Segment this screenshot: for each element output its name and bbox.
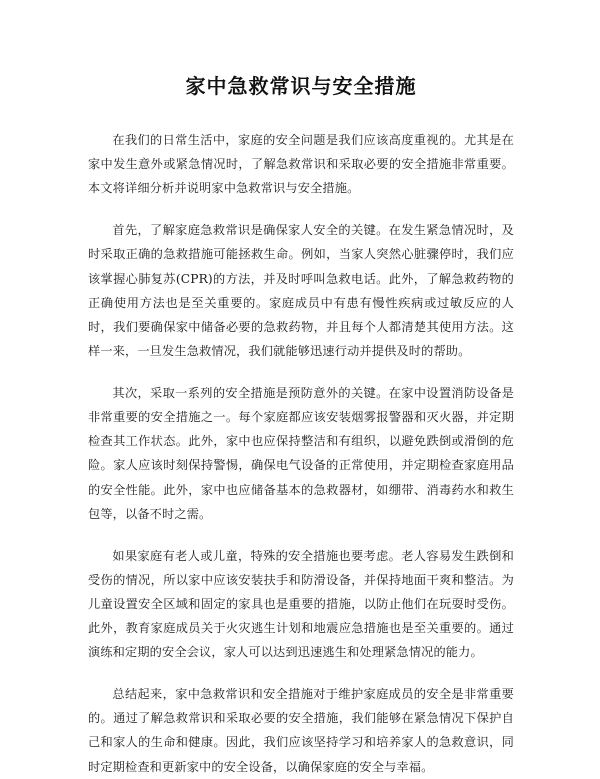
document-body	[88, 128, 514, 779]
paragraph-conclusion: 总结起来，家中急救常识和安全措施对于维护家庭成员的安全是非常重要的。通过了解急救常识和采取必要的安全措施，我们能够在紧急情况下保护自己和家人的生命和健康。因此，我们应该坚持学习和培养家人的急救意识，同时定期检查和更新家中的安全设备，以确保家庭的安全与幸福。	[88, 687, 514, 774]
paragraph-safety-measures: 其次，采取一系列的安全措施是预防意外的关键。在家中设置消防设备是非常重要的安全措施之一。每个家庭都应该安装烟雾报警器和灭火器，并定期检查其工作状态。此外，家中也应保持整洁和有组织，以避免跌倒或滑倒的危险。家人应该时刻保持警惕，确保电气设备的正常使用，并定期检查家庭用品的安全性能。此外，家中也应储备基本的急救器材，如绷带、消毒药水和救生包等，以备不时之需。	[88, 385, 514, 521]
paragraph-first-aid-knowledge: 首先，了解家庭急救常识是确保家人安全的关键。在发生紧急情况时，及时采取正确的急救措施可能拯救生命。例如，当家人突然心脏骤停时，我们应该掌握心肺复苏(CPR)的方法，并及时呼叫急救电话。此外，了解急救药物的正确使用方法也是至关重要的。家庭成员中有患有慢性疾病或过敏反应的人时，我们要确保家中储备必要的急救药物，并且每个人都清楚其使用方法。这样一来，一旦发生急救情况，我们就能够迅速行动并提供及时的帮助。	[88, 223, 514, 359]
paragraph-intro: 在我们的日常生活中，家庭的安全问题是我们应该高度重视的。尤其是在家中发生意外或紧急情况时，了解急救常识和采取必要的安全措施非常重要。本文将详细分析并说明家中急救常识与安全措施。	[88, 133, 514, 196]
document-title: 家中急救常识与安全措施	[185, 74, 417, 98]
paragraph-elderly-children: 如果家庭有老人或儿童，特殊的安全措施也要考虑。老人容易发生跌倒和受伤的情况，所以家中应该安装扶手和防滑设备，并保持地面干爽和整洁。为儿童设置安全区域和固定的家具也是重要的措施，以防止他们在玩耍时受伤。此外，教育家庭成员关于火灾逃生计划和地震应急措施也是至关重要的。通过演练和定期的安全会议，家人可以达到迅速逃生和处理紧急情况的能力。	[88, 548, 514, 660]
